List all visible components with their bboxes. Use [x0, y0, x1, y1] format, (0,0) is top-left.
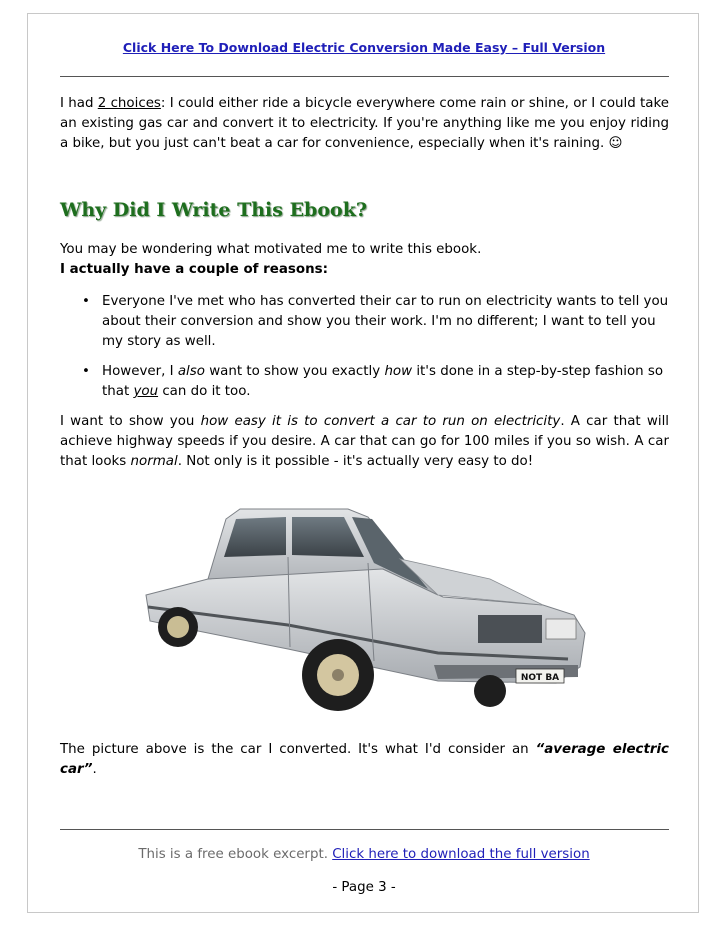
section-heading: Why Did I Write This Ebook?	[60, 199, 367, 221]
bullet-text-b: want to show you exactly	[204, 364, 385, 379]
claim-normal: normal	[130, 454, 178, 469]
caption-emphasis: “average electric car”	[60, 742, 669, 777]
bullet-icon: •	[82, 294, 90, 309]
smiley-icon: ☺	[608, 136, 623, 151]
bullet-text: Everyone I've met who has converted their car to run on electricity wants to tell you about their conversion and show you their work. I'm no different; I want to tell you my story as well.	[102, 294, 669, 349]
bullet-text-a: However, I	[102, 364, 178, 379]
reasons-line: I actually have a couple of reasons:	[60, 262, 328, 277]
claim-text-a: I want to show you	[60, 414, 201, 429]
reasons-list-second	[60, 362, 669, 402]
caption-paragraph	[60, 740, 669, 780]
bullet-emphasis-how: how	[384, 364, 413, 379]
bullet-icon: •	[82, 364, 90, 379]
car-photo	[138, 497, 590, 727]
claim-text-c: . Not only is it possible - it's actually very easy to do!	[177, 454, 534, 469]
intro-text: : I could either ride a bicycle everywhere come rain or shine, or I could take an existing gas car and convert it to electricity. If you're anything like me you enjoy riding a bike, but you just can't beat a car for convenience, especially when it's raining.	[60, 96, 670, 151]
claim-text-b: . A car that will achieve highway speeds if you desire. A car that can go for 100 miles if you so wish. A car that looks	[60, 414, 670, 469]
motivation-line: You may be wondering what motivated me to write this ebook.	[60, 242, 482, 257]
intro-paragraph	[60, 94, 669, 154]
claim-emphasis: how easy it is to convert a car to run on electricity	[200, 414, 561, 429]
intro-lead: I had	[60, 96, 98, 111]
bullet-text-c: it's done in a step-by-step fashion so that	[102, 364, 664, 399]
footer-divider	[60, 829, 669, 830]
bullet-text-d: can do it too.	[158, 384, 251, 399]
footer-excerpt	[0, 847, 728, 862]
license-plate: NOT BA	[520, 673, 560, 683]
motivation-paragraph	[60, 240, 669, 280]
header-download-link[interactable]: Click Here To Download Electric Conversion Made Easy – Full Version	[122, 40, 606, 55]
bullet-emphasis-also: also	[177, 364, 205, 379]
list-item	[60, 362, 669, 402]
footer-download-link[interactable]: Click here to download the full version	[332, 847, 590, 862]
bullet-emphasis-you: you	[133, 384, 159, 399]
choices-link[interactable]: 2 choices	[97, 96, 161, 111]
footer-excerpt-text: This is a free ebook excerpt.	[138, 847, 333, 862]
claim-paragraph	[60, 412, 669, 472]
caption-text: The picture above is the car I converted. It's what I'd consider an	[60, 742, 536, 757]
header-divider	[60, 76, 669, 77]
reasons-list	[60, 292, 669, 352]
page-number: - Page 3 -	[332, 880, 396, 895]
caption-end: .	[92, 762, 97, 777]
list-item	[60, 292, 669, 352]
